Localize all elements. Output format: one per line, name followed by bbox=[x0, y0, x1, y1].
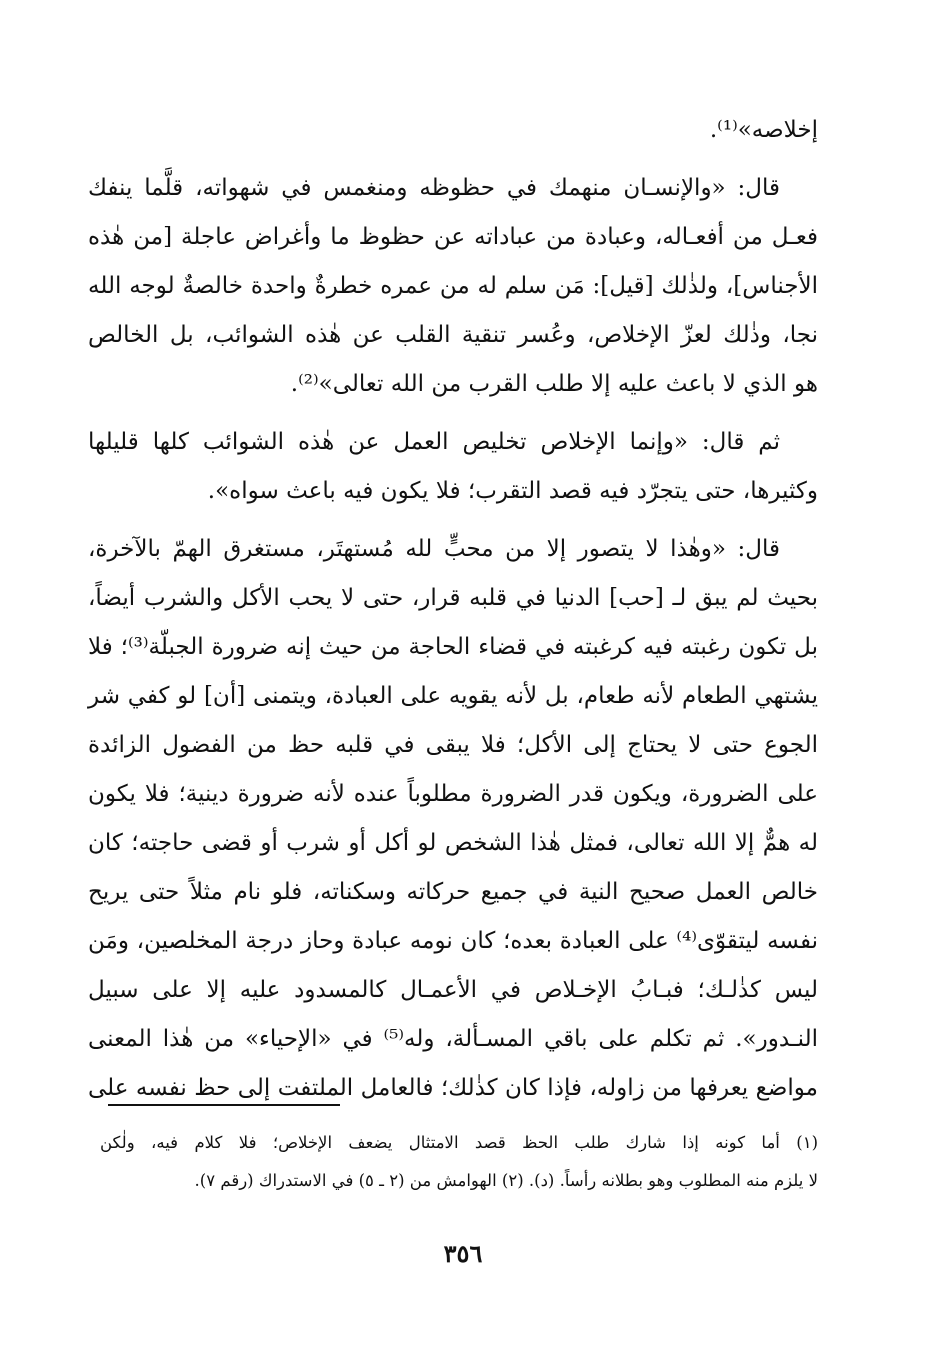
footnote-line: (١) أما كونه إذا شارك طلب الحظ قصد الامتثال يضعف الإخلاص؛ فلا كلام فيه، ولٰكن bbox=[100, 1133, 818, 1152]
body-line: هو الذي لا باعث عليه إلا طلب القرب من الله تعالى»⁽²⁾. bbox=[290, 371, 818, 397]
body-line: إخلاصه»⁽¹⁾. bbox=[709, 117, 818, 143]
body-line: نجا، وذٰلك لعزّ الإخلاص، وعُسر تنقية القلب عن هٰذه الشوائب، بل الخالص bbox=[88, 322, 818, 348]
body-line: له همٌّ إلا الله تعالى، فمثل هٰذا الشخص لو أكل أو شرب أو قضى حاجته؛ كان bbox=[88, 830, 818, 856]
footnote-separator bbox=[108, 1104, 340, 1106]
body-line: الأجناس]، ولذٰلك [قيل]: مَن سلم له من عمره خطرةٌ واحدة خالصةٌ لوجه الله bbox=[88, 273, 818, 299]
body-line: خالص العمل صحيح النية في جميع حركاته وسكناته، فلو نام مثلاً حتى يريح bbox=[88, 879, 818, 905]
body-line: بحيث لم يبق لـ [حب] الدنيا في قلبه قرار، حتى لا يحب الأكل والشرب أيضاً، bbox=[88, 585, 818, 611]
body-line: الجوع حتى لا يحتاج إلى الأكل؛ فلا يبقى في قلبه حظ من الفضول الزائدة bbox=[88, 732, 818, 758]
body-line: وكثيرها، حتى يتجرّد فيه قصد التقرب؛ فلا يكون فيه باعث سواه». bbox=[207, 478, 818, 504]
body-line: على الضرورة، ويكون قدر الضرورة مطلوباً عنده لأنه ضرورة دينية؛ فلا يكون bbox=[88, 781, 818, 807]
body-line: نفسه ليتقوّى⁽⁴⁾ على العبادة بعده؛ كان نومه عبادة وحاز درجة المخلصين، ومَن bbox=[88, 928, 818, 954]
body-line: قال: «والإنسـان منهمك في حظوظه ومنغمس في شهواته، قلَّما ينفك bbox=[88, 175, 780, 201]
body-line: النـدور». ثم تكلم على باقي المسـألة، وله⁽⁵⁾ في «الإحياء» من هٰذا المعنى bbox=[88, 1026, 818, 1052]
body-line: يشتهي الطعام لأنه طعام، بل لأنه يقويه على العبادة، ويتمنى [أن] لو كفي شر bbox=[88, 683, 818, 709]
body-line: بل تكون رغبته فيه كرغبته في قضاء الحاجة من حيث إنه ضرورة الجبلّة⁽³⁾؛ فلا bbox=[88, 634, 818, 660]
body-line: قال: «وهٰذا لا يتصور إلا من محبٍّ لله مُستهتَر، مستغرق الهمّ بالآخرة، bbox=[88, 536, 780, 562]
body-line: مواضع يعرفها من زاوله، فإذا كان كذٰلك؛ فالعامل الملتفت إلى حظ نفسه على bbox=[88, 1075, 818, 1101]
body-line: ليس كذٰلـك؛ فبـابُ الإخـلاص في الأعمـال كالمسدود عليه إلا على سبيل bbox=[88, 977, 818, 1003]
body-line: فعـل من أفعـاله، وعبادة من عباداته عن حظوظ ما وأغراض عاجلة [من هٰذه bbox=[88, 224, 818, 250]
body-line: ثم قال: «وإنما الإخلاص تخليص العمل عن هٰذه الشوائب كلها قليلها bbox=[88, 429, 780, 455]
page-number: ٣٥٦ bbox=[443, 1239, 483, 1268]
footnote-line: لا يلزم منه المطلوب وهو بطلانه رأساً. (د). (٢) الهوامش من (٢ ـ ٥) في الاستدراك (رقم ٧). bbox=[194, 1171, 818, 1190]
